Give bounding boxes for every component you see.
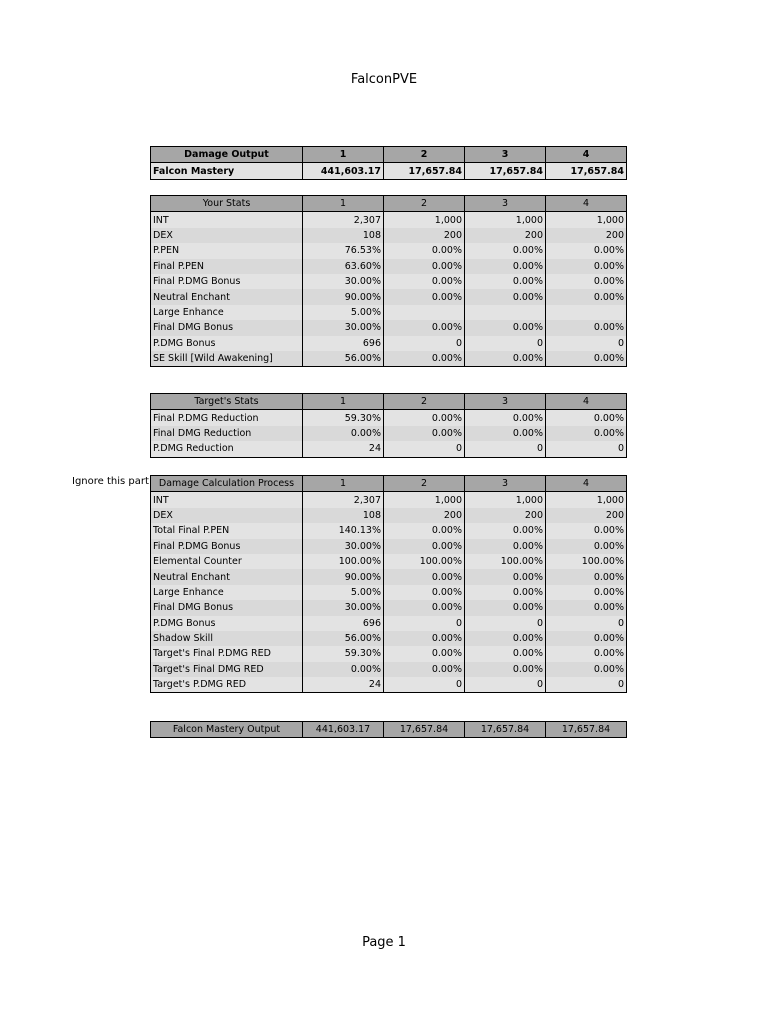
cell-value: 0.00% (546, 539, 627, 554)
table-row (151, 616, 627, 631)
row-label: Neutral Enchant (151, 569, 303, 584)
row-label: Target's P.DMG RED (151, 677, 303, 693)
cell-value: 0 (465, 441, 546, 457)
cell-value: 0.00% (384, 243, 465, 258)
cell-value: 59.30% (303, 410, 384, 426)
cell-value: 17,657.84 (384, 163, 465, 179)
column-header: 1 (303, 476, 384, 492)
table-row (151, 523, 627, 538)
cell-value: 0.00% (384, 523, 465, 538)
table-row (151, 212, 627, 228)
cell-value: 0.00% (384, 600, 465, 615)
cell-value: 0.00% (384, 274, 465, 289)
damage-output-table (150, 146, 627, 180)
cell-value: 0.00% (384, 289, 465, 304)
table-header-row (151, 196, 627, 212)
row-label: Shadow Skill (151, 631, 303, 646)
column-header: 3 (465, 147, 546, 163)
damage-calculation-table (150, 475, 627, 693)
cell-value: 30.00% (303, 274, 384, 289)
cell-value: 0.00% (465, 662, 546, 677)
mastery-output-value: 17,657.84 (546, 722, 627, 738)
page-footer: Page 1 (362, 935, 406, 950)
column-header: 4 (546, 147, 627, 163)
table-row (151, 228, 627, 243)
table-row (151, 646, 627, 661)
cell-value: 0.00% (546, 410, 627, 426)
row-label: Elemental Counter (151, 554, 303, 569)
cell-value: 0.00% (546, 662, 627, 677)
table-row (151, 163, 627, 179)
column-header: 2 (384, 394, 465, 410)
cell-value: 30.00% (303, 320, 384, 335)
cell-value: 0.00% (384, 410, 465, 426)
cell-value: 0.00% (465, 539, 546, 554)
table-title: Target's Stats (151, 394, 303, 410)
cell-value: 0.00% (546, 600, 627, 615)
row-label: Final P.DMG Bonus (151, 274, 303, 289)
cell-value: 696 (303, 336, 384, 351)
cell-value: 24 (303, 677, 384, 693)
cell-value: 108 (303, 508, 384, 523)
row-label: Falcon Mastery (151, 163, 303, 179)
row-label: Target's Final DMG RED (151, 662, 303, 677)
cell-value: 0.00% (546, 646, 627, 661)
table-row (151, 600, 627, 615)
cell-value: 17,657.84 (546, 163, 627, 179)
cell-value: 0 (384, 441, 465, 457)
table-row (151, 441, 627, 457)
table-row (151, 274, 627, 289)
cell-value: 0 (465, 677, 546, 693)
cell-value: 0 (465, 336, 546, 351)
table-header-row (151, 476, 627, 492)
row-label: Final P.PEN (151, 259, 303, 274)
cell-value: 0.00% (465, 426, 546, 441)
cell-value: 0.00% (465, 289, 546, 304)
row-label: Total Final P.PEN (151, 523, 303, 538)
row-label: Final P.DMG Reduction (151, 410, 303, 426)
cell-value: 30.00% (303, 539, 384, 554)
row-label: DEX (151, 508, 303, 523)
table-row (151, 554, 627, 569)
column-header: 2 (384, 147, 465, 163)
cell-value: 0.00% (546, 289, 627, 304)
cell-value: 0.00% (384, 351, 465, 367)
column-header: 4 (546, 196, 627, 212)
row-label: Final DMG Bonus (151, 600, 303, 615)
cell-value: 5.00% (303, 585, 384, 600)
cell-value: 0.00% (465, 351, 546, 367)
cell-value: 1,000 (546, 212, 627, 228)
column-header: 4 (546, 394, 627, 410)
cell-value: 56.00% (303, 351, 384, 367)
row-label: P.DMG Bonus (151, 336, 303, 351)
cell-value: 0.00% (546, 426, 627, 441)
mastery-output-value: 17,657.84 (384, 722, 465, 738)
cell-value: 0.00% (384, 662, 465, 677)
row-label: INT (151, 492, 303, 508)
your-stats-table (150, 195, 627, 367)
cell-value: 0.00% (546, 569, 627, 584)
table-row (151, 677, 627, 693)
mastery-output-table (150, 721, 627, 738)
cell-value: 0.00% (384, 569, 465, 584)
row-label: Final DMG Bonus (151, 320, 303, 335)
cell-value: 0.00% (384, 585, 465, 600)
row-label: P.DMG Bonus (151, 616, 303, 631)
cell-value: 1,000 (465, 492, 546, 508)
cell-value: 100.00% (384, 554, 465, 569)
cell-value: 0 (546, 616, 627, 631)
cell-value: 0.00% (465, 410, 546, 426)
column-header: 1 (303, 147, 384, 163)
table-title: Damage Calculation Process (151, 476, 303, 492)
cell-value: 0.00% (465, 243, 546, 258)
cell-value: 200 (465, 508, 546, 523)
row-label: Final P.DMG Bonus (151, 539, 303, 554)
cell-value: 2,307 (303, 492, 384, 508)
table-row (151, 585, 627, 600)
cell-value: 0.00% (384, 631, 465, 646)
cell-value: 0.00% (546, 523, 627, 538)
cell-value: 30.00% (303, 600, 384, 615)
cell-value: 0 (384, 677, 465, 693)
cell-value: 1,000 (465, 212, 546, 228)
cell-value: 0.00% (546, 274, 627, 289)
row-label: Final DMG Reduction (151, 426, 303, 441)
cell-value: 0.00% (465, 259, 546, 274)
table-row (151, 492, 627, 508)
column-header: 2 (384, 196, 465, 212)
cell-value: 0.00% (465, 646, 546, 661)
cell-value: 59.30% (303, 646, 384, 661)
table-row (151, 539, 627, 554)
column-header: 3 (465, 476, 546, 492)
cell-value: 1,000 (546, 492, 627, 508)
row-label: Large Enhance (151, 305, 303, 320)
row-label: SE Skill [Wild Awakening] (151, 351, 303, 367)
cell-value: 76.53% (303, 243, 384, 258)
cell-value: 0.00% (384, 646, 465, 661)
cell-value: 17,657.84 (465, 163, 546, 179)
cell-value: 0.00% (465, 600, 546, 615)
cell-value: 0 (546, 441, 627, 457)
table-header-row (151, 147, 627, 163)
cell-value: 0.00% (546, 243, 627, 258)
cell-value: 100.00% (546, 554, 627, 569)
cell-value: 200 (384, 508, 465, 523)
cell-value: 0.00% (465, 320, 546, 335)
table-row (151, 243, 627, 258)
cell-value: 200 (384, 228, 465, 243)
row-label: INT (151, 212, 303, 228)
cell-value: 200 (546, 508, 627, 523)
cell-value: 0.00% (546, 351, 627, 367)
cell-value (465, 305, 546, 320)
cell-value: 5.00% (303, 305, 384, 320)
cell-value: 1,000 (384, 492, 465, 508)
cell-value: 200 (546, 228, 627, 243)
cell-value (546, 305, 627, 320)
row-label: DEX (151, 228, 303, 243)
mastery-output-label: Falcon Mastery Output (151, 722, 303, 738)
column-header: 4 (546, 476, 627, 492)
cell-value: 0.00% (384, 320, 465, 335)
cell-value: 0.00% (303, 662, 384, 677)
table-row (151, 351, 627, 367)
cell-value: 0.00% (465, 585, 546, 600)
row-label: Neutral Enchant (151, 289, 303, 304)
cell-value: 0 (384, 616, 465, 631)
cell-value: 56.00% (303, 631, 384, 646)
cell-value: 0 (465, 616, 546, 631)
table-row (151, 631, 627, 646)
page-title: FalconPVE (350, 72, 418, 87)
cell-value: 0.00% (303, 426, 384, 441)
cell-value: 0.00% (384, 426, 465, 441)
table-row (151, 569, 627, 584)
row-label: Target's Final P.DMG RED (151, 646, 303, 661)
column-header: 3 (465, 196, 546, 212)
table-row (151, 426, 627, 441)
cell-value: 0.00% (465, 274, 546, 289)
cell-value: 441,603.17 (303, 163, 384, 179)
row-label: Large Enhance (151, 585, 303, 600)
cell-value: 200 (465, 228, 546, 243)
column-header: 1 (303, 196, 384, 212)
cell-value: 140.13% (303, 523, 384, 538)
row-label: P.PEN (151, 243, 303, 258)
target-stats-table (150, 393, 627, 458)
table-row (151, 662, 627, 677)
table-row (151, 289, 627, 304)
cell-value: 0 (546, 336, 627, 351)
cell-value: 0.00% (465, 569, 546, 584)
table-row (151, 320, 627, 335)
cell-value: 90.00% (303, 569, 384, 584)
cell-value: 2,307 (303, 212, 384, 228)
cell-value: 0.00% (546, 585, 627, 600)
column-header: 3 (465, 394, 546, 410)
cell-value: 90.00% (303, 289, 384, 304)
mastery-output-value: 441,603.17 (303, 722, 384, 738)
table-row (151, 305, 627, 320)
column-header: 1 (303, 394, 384, 410)
table-row (151, 508, 627, 523)
row-label: P.DMG Reduction (151, 441, 303, 457)
table-row (151, 336, 627, 351)
cell-value: 24 (303, 441, 384, 457)
cell-value: 0 (546, 677, 627, 693)
cell-value: 0.00% (465, 523, 546, 538)
cell-value: 0.00% (546, 631, 627, 646)
cell-value: 696 (303, 616, 384, 631)
cell-value (384, 305, 465, 320)
cell-value: 100.00% (303, 554, 384, 569)
cell-value: 0.00% (384, 539, 465, 554)
cell-value: 0.00% (465, 631, 546, 646)
cell-value: 0.00% (384, 259, 465, 274)
table-title: Your Stats (151, 196, 303, 212)
cell-value: 63.60% (303, 259, 384, 274)
cell-value: 1,000 (384, 212, 465, 228)
table-header-row (151, 394, 627, 410)
cell-value: 0.00% (546, 259, 627, 274)
table-row (151, 410, 627, 426)
column-header: 2 (384, 476, 465, 492)
cell-value: 100.00% (465, 554, 546, 569)
table-row (151, 259, 627, 274)
side-note: Ignore this part (72, 476, 149, 487)
table-title: Damage Output (151, 147, 303, 163)
cell-value: 0.00% (546, 320, 627, 335)
mastery-output-value: 17,657.84 (465, 722, 546, 738)
mastery-output-row (151, 722, 627, 738)
cell-value: 108 (303, 228, 384, 243)
cell-value: 0 (384, 336, 465, 351)
